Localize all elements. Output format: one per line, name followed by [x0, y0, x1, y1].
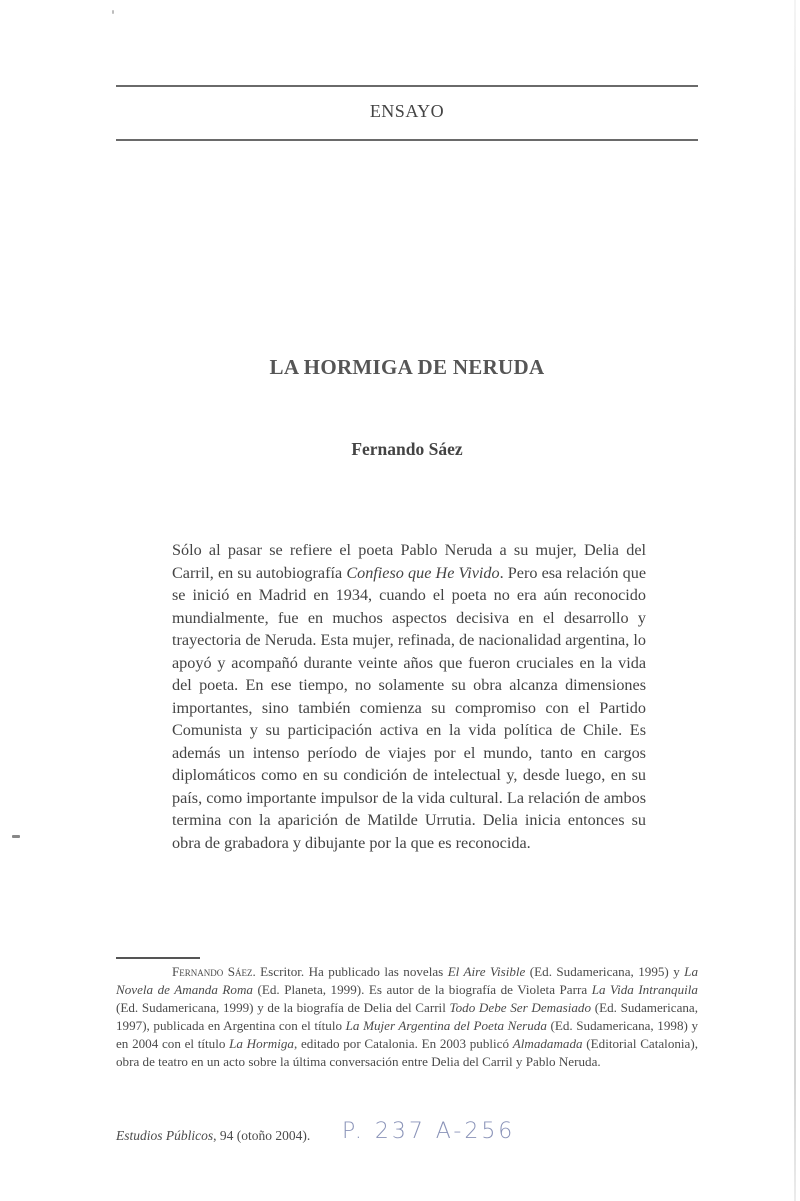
scan-speck	[12, 835, 20, 838]
footnote-book-title: La Vida Intranquila	[591, 982, 698, 997]
footnote-text: . Escritor. Ha publicado las novelas	[252, 964, 448, 979]
footnote-author-name: Fernando Sáez	[172, 964, 253, 979]
footnote-text: (Ed. Sudamericana, 1995) y	[525, 964, 685, 979]
footnote-book-title: La Hormiga	[229, 1036, 294, 1051]
abstract-book-title: Confieso que He Vivido	[346, 563, 500, 582]
footnote-text: (Ed. Planeta, 1999). Es autor de la biografía de Violeta Parra	[252, 982, 592, 997]
article-title: LA HORMIGA DE NERUDA	[269, 355, 545, 379]
abstract-text: Sólo al pasar se refiere el poeta Pablo Neruda a su mujer, Delia del Carril, en su autobiografía	[172, 541, 646, 582]
journal-issue: , 94 (otoño 2004).	[213, 1128, 311, 1143]
footnote-book-title: La Novela de Amanda Roma	[116, 964, 698, 997]
abstract-text: . Pero esa relación que se inició en Madrid en 1934, cuando el poeta no era aún reconocido mundialmente, fue en muchos aspectos decisiva en el desarrollo y trayectoria de Neruda. Esta mujer, refinada, de nacionalidad argentina, lo apoyó y acompañó durante veinte años que fueron cruciales en la vida del poeta. En ese tiempo, no solamente su obra alcanza dimensiones importantes, sino también comienza su compromiso con el Partido Comunista y su participación activa en la vida política de Chile. Es además un intenso período de viajes por el mundo, tanto en cargos diplomáticos como en su condición de intelectual y, desde luego, en su país, como importante impulsor de la vida cultural. La relación de ambos termina con la aparición de Matilde Urrutia. Delia inicia entonces su obra de grabadora y dibujante por la que es reconocida.	[172, 563, 646, 852]
footnote-text: (Ed. Sudamericana, 1999) y de la biografía de Delia del Carril	[116, 1000, 450, 1015]
handwritten-page-note: P. 237 A-256	[342, 1119, 516, 1144]
journal-citation	[116, 1128, 310, 1144]
author-footnote	[116, 963, 698, 1071]
footnote-text: (Ed. Sudamericana, 1998) y en 2004 con el título	[116, 1018, 698, 1051]
scan-edge	[794, 0, 796, 1201]
footnote-book-title: El Aire Visible	[447, 964, 526, 979]
footnote-text: (Editorial Catalonia), obra de teatro en un acto sobre la última conversación entre Delia del Carril y Pablo Neruda.	[116, 1036, 698, 1069]
header-rule-bottom	[116, 139, 698, 141]
journal-name: Estudios Públicos	[116, 1128, 214, 1143]
footnote-text: (Ed. Sudamericana, 1997), publicada en Argentina con el título	[116, 1000, 699, 1033]
scan-speck	[112, 10, 114, 14]
footnote-book-title: La Mujer Argentina del Poeta Neruda	[345, 1018, 547, 1033]
footnote-text: , editado por Catalonia. En 2003 publicó	[293, 1036, 513, 1051]
footnote-book-title: Almadamada	[512, 1036, 583, 1051]
section-label: ENSAYO	[369, 101, 445, 121]
article-author: Fernando Sáez	[351, 439, 463, 459]
footnote-rule	[116, 957, 200, 959]
header-rule-top	[116, 85, 698, 87]
footnote-book-title: Todo Debe Ser Demasiado	[449, 1000, 592, 1015]
abstract	[172, 539, 646, 854]
